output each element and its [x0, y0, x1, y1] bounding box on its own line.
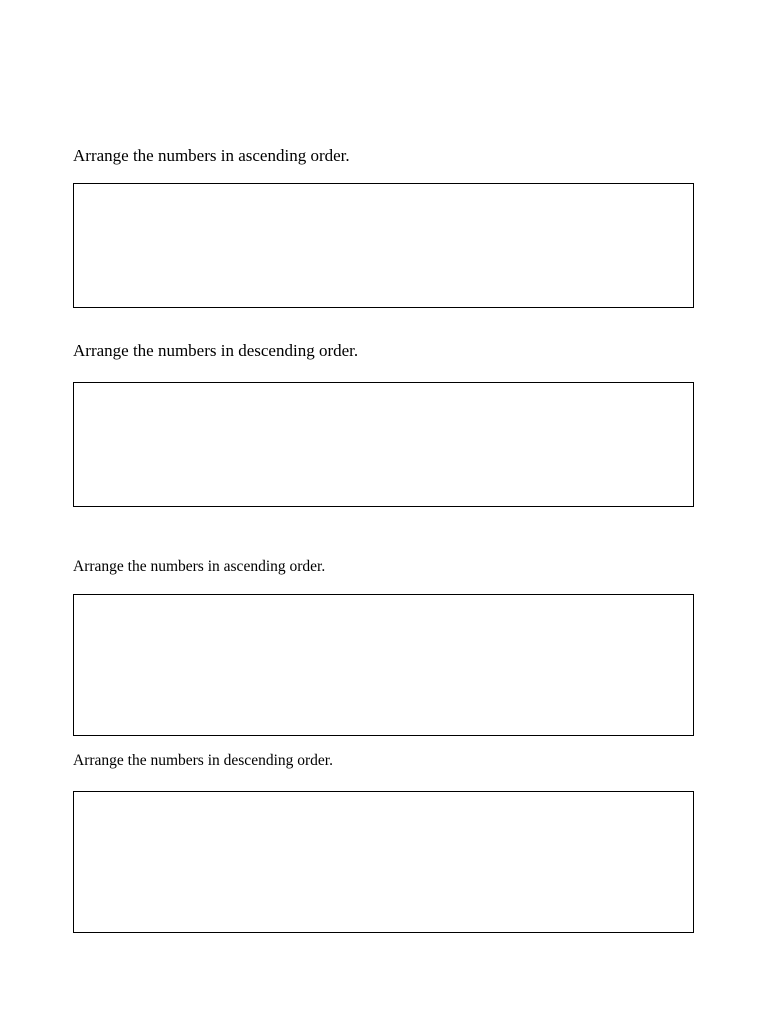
question-1-prompt: Arrange the numbers in ascending order.	[73, 146, 350, 165]
question-4-answer-box[interactable]	[73, 791, 694, 933]
question-4-prompt: Arrange the numbers in descending order.	[73, 752, 333, 769]
question-2-answer-box[interactable]	[73, 382, 694, 507]
question-3-answer-box[interactable]	[73, 594, 694, 736]
question-2-prompt: Arrange the numbers in descending order.	[73, 341, 359, 360]
question-3-prompt: Arrange the numbers in ascending order.	[73, 558, 326, 575]
question-1-answer-box[interactable]	[73, 183, 694, 308]
